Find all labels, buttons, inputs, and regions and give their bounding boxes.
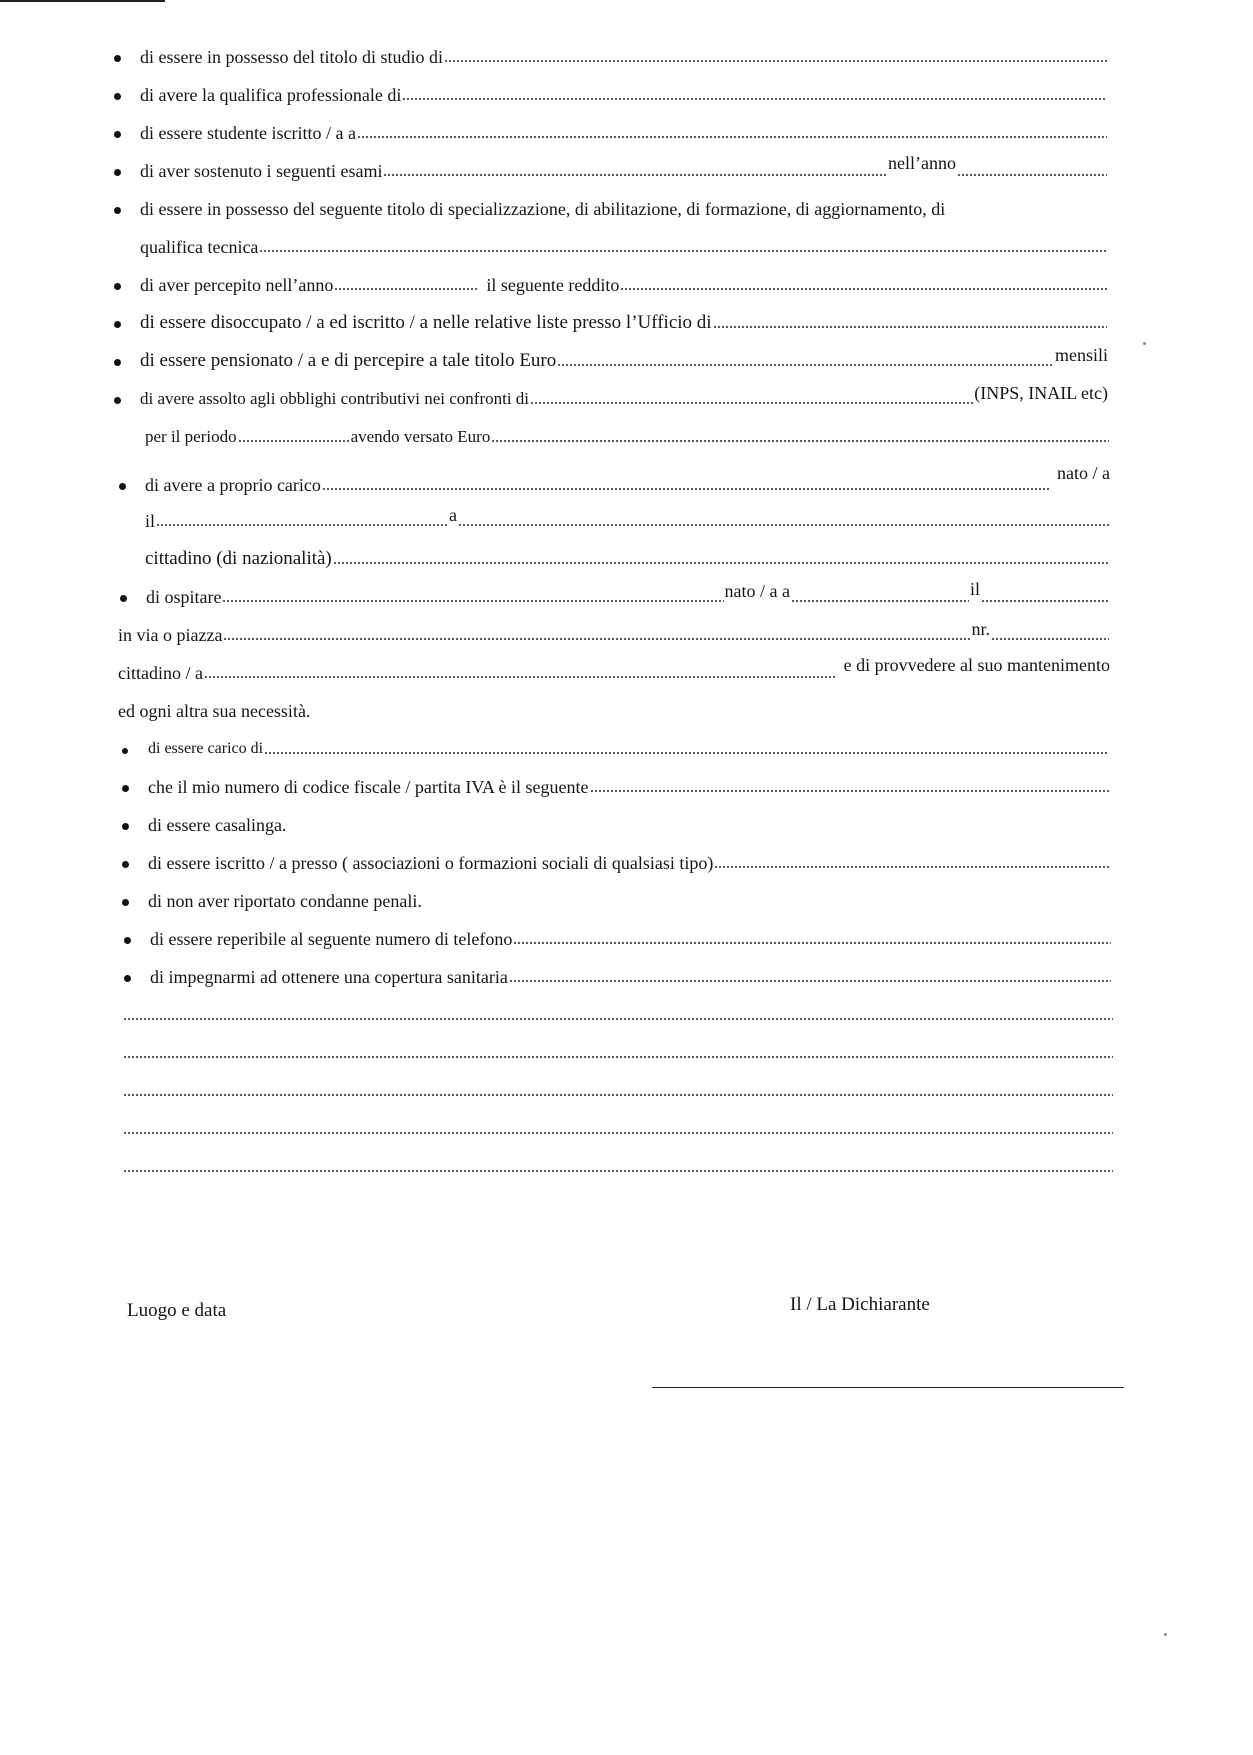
blank-line[interactable] [122,1150,1114,1178]
field-label: e di provvedere al suo mantenimento [843,655,1110,675]
field-ospitare[interactable] [146,580,1110,608]
scan-speck [1143,342,1146,345]
bullet-icon [120,595,127,602]
bullet-icon [122,899,129,906]
field-label: nr. [971,619,990,639]
field-label: qualifica tecnica [140,237,259,257]
bullet-icon [114,321,121,328]
field-contributivi[interactable] [140,382,1108,410]
field-label: per il periodo [145,427,237,446]
field-codice-fiscale[interactable] [148,770,1110,798]
bullet-icon [114,207,121,214]
field-label: il [145,511,156,531]
fill-line[interactable] [123,1170,1113,1172]
bullet-icon [122,785,129,792]
fill-line[interactable] [223,638,970,640]
fill-line[interactable] [123,1018,1113,1020]
field-iscritto-presso[interactable] [148,846,1110,874]
text-necessita [118,694,1110,722]
fill-line[interactable] [334,288,479,290]
field-carico[interactable] [145,463,1110,496]
field-label: di essere reperibile al seguente numero di telefono [150,929,513,949]
fill-line[interactable] [791,600,969,602]
field-label: di non aver riportato condanne penali. [148,891,422,911]
blank-line[interactable] [122,1036,1114,1064]
bullet-icon [124,937,131,944]
fill-line[interactable] [259,250,1107,252]
field-label: di essere carico di [148,740,264,757]
fill-line[interactable] [238,440,350,442]
bullet-icon [122,748,128,754]
fill-line[interactable] [156,524,448,526]
field-periodo[interactable] [145,420,1110,448]
fill-line[interactable] [444,60,1107,62]
bullet-icon [114,359,121,366]
bullet-icon [124,975,131,982]
fill-line[interactable] [264,752,1109,754]
field-label: in via o piazza [118,625,223,645]
fill-line[interactable] [530,402,973,404]
field-specializzazione [140,192,1108,220]
field-label: a [449,505,458,525]
field-qualifica[interactable] [140,78,1108,106]
field-titolo-studio[interactable] [140,40,1108,68]
fill-line[interactable] [123,1094,1113,1096]
fill-line[interactable] [357,136,1107,138]
field-pensionato[interactable] [140,344,1108,372]
fill-line[interactable] [557,364,1054,366]
field-esami[interactable] [140,154,1108,182]
field-label: di avere a proprio carico [145,475,321,495]
field-carico-data[interactable] [145,504,1110,532]
field-label: di essere iscritto / a presso ( associazioni o formazioni sociali di qualsiasi tipo) [148,853,714,873]
fill-line[interactable] [491,440,1109,442]
fill-line[interactable] [333,562,1109,564]
field-label: di essere casalinga. [148,815,287,835]
field-carico-di[interactable] [148,732,1110,760]
field-label: nato / a [1057,463,1110,483]
field-cittadino[interactable] [118,656,1110,684]
bullet-icon [114,93,121,100]
field-label: di aver sostenuto i seguenti esami [140,161,383,181]
bullet-icon [122,823,129,830]
fill-line[interactable] [991,638,1109,640]
fill-line[interactable] [981,600,1109,602]
fill-line[interactable] [222,600,723,602]
field-label: di essere pensionato / a e di percepire a tale titolo Euro [140,350,557,371]
field-label: cittadino / a [118,663,203,683]
field-label: di essere in possesso del titolo di studio di [140,47,443,67]
field-label: ed ogni altra sua necessità. [118,701,311,721]
fill-line[interactable] [513,942,1111,944]
fill-line[interactable] [714,866,1109,868]
field-label: di avere assolto agli obblighi contributivi nei confronti di [140,389,530,408]
bullet-icon [114,131,121,138]
fill-line[interactable] [123,1132,1113,1134]
fill-line[interactable] [123,1056,1113,1058]
field-qualifica-tecnica[interactable] [140,230,1108,258]
blank-line[interactable] [122,1074,1114,1102]
blank-line[interactable] [122,1112,1114,1140]
field-disoccupato[interactable] [140,306,1108,334]
field-label: mensili [1055,345,1108,365]
fill-line[interactable] [458,524,1109,526]
field-label: di essere disoccupato / a ed iscritto / a nelle relative liste presso l’Ufficio di [140,312,712,333]
field-label: di essere in possesso del seguente titolo di specializzazione, di abilitazione, di formazione, di aggiornamento, di [140,199,946,219]
bullet-icon [114,397,121,404]
bullet-icon [119,483,126,490]
bullet-icon [114,169,121,176]
fill-line[interactable] [383,174,887,176]
field-label: di aver percepito nell’anno [140,275,334,295]
field-label: (INPS, INAIL etc) [974,383,1108,403]
field-label: il seguente reddito [486,275,620,295]
field-condanne[interactable] [148,884,1110,912]
signature-line[interactable] [652,1387,1124,1388]
field-label: cittadino (di nazionalità) [145,548,332,569]
field-label: avendo versato Euro [350,427,491,446]
field-label: che il mio numero di codice fiscale / partita IVA è il seguente [148,777,589,797]
fill-line[interactable] [590,790,1109,792]
field-sanitaria[interactable] [150,960,1112,988]
field-telefono[interactable] [150,922,1112,950]
fill-line[interactable] [509,980,1111,982]
fill-line[interactable] [402,98,1107,100]
scan-speck [1164,1633,1167,1636]
bullet-icon [114,55,121,62]
luogo-data-label: Luogo e data [127,1300,227,1321]
fill-line[interactable] [204,676,837,678]
field-casalinga[interactable] [148,808,1110,836]
fill-line[interactable] [713,326,1107,328]
fill-line[interactable] [957,174,1107,176]
field-label: di essere studente iscritto / a a [140,123,356,143]
field-label: nato / a a [724,581,790,601]
field-label: il [969,579,980,599]
bullet-icon [122,861,129,868]
bullet-icon [114,283,121,290]
scan-edge-mark [0,0,165,2]
blank-line[interactable] [122,998,1114,1026]
field-cittadino-nazionalita[interactable] [145,542,1110,570]
field-label: di ospitare [146,587,222,607]
fill-line[interactable] [620,288,1107,290]
field-label: di avere la qualifica professionale di [140,85,402,105]
field-studente[interactable] [140,116,1108,144]
fill-line[interactable] [322,488,1050,490]
field-via[interactable] [118,618,1110,646]
dichiarante-label: Il / La Dichiarante [790,1294,930,1315]
field-label: nell’anno [888,153,956,173]
field-label: di impegnarmi ad ottenere una copertura sanitaria [150,967,508,987]
field-reddito[interactable] [140,268,1108,296]
